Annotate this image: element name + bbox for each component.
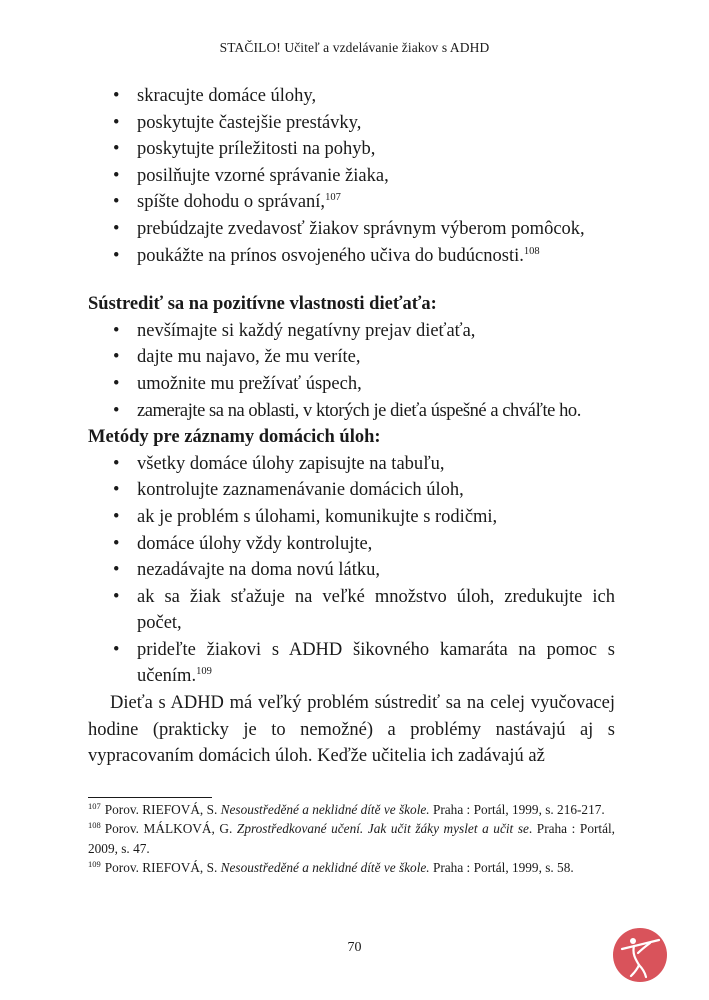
running-head: STAČILO! Učiteľ a vzdelávanie žiakov s ADHD [219, 40, 490, 55]
footnote-ref[interactable]: 109 [196, 666, 212, 678]
bullet-list-1 [88, 83, 615, 269]
list-item: • ak je problém s úlohami, komunikujte s rodičmi, [88, 504, 615, 531]
list-item: • posilňujte vzorné správanie žiaka, [88, 163, 615, 190]
footnote-ref[interactable]: 107 [325, 192, 341, 204]
list-item: • poukážte na prínos osvojeného učiva do budúcnosti.$^{108}$ [88, 243, 615, 270]
footnote-title: Nesoustředěné a neklidné dítě ve škole. [220, 860, 430, 876]
footnote: $^{108}$ Porov. MÁLKOVÁ, G. Zprostředkované učení. Jak učit žáky myslet a učit se. Praha : Portál, 2009, s. 47. [88, 820, 616, 856]
footnote-ref[interactable]: 108 [523, 245, 540, 257]
footnote-divider [88, 797, 212, 798]
footnote: $^{109}$ Porov. RIEFOVÁ, S. Nesoustředěné a neklidné dítě ve škole. Praha : Portál, 1999, s. 58. [88, 859, 574, 876]
bullet-list-2 [88, 318, 615, 424]
footnote-title: Zprostředkované učení. Jak učit žáky myslet a učit se [236, 821, 529, 837]
list-item: • nevšímajte si každý negatívny prejav dieťaťa, [88, 318, 615, 345]
list-item: • prebúdzajte zvedavosť žiakov správnym výberom pomôcok, [88, 216, 615, 243]
list-item: • domáce úlohy vždy kontrolujte, [88, 531, 615, 558]
list-item: • zamerajte sa na oblasti, v ktorých je dieťa úspešné a chváľte ho. [88, 398, 615, 425]
list-item: • nezadávajte na doma novú látku, [88, 557, 615, 584]
bullet-list-3 [88, 451, 615, 690]
footnotes [88, 800, 615, 878]
body-paragraph: Dieťa s ADHD má veľký problém sústrediť sa na celej vyučovacej hodine (prakticky je to nemožné) a problémy nastávajú aj s vypracovaním domácich úloh. Keďže učitelia ich zadávajú až [88, 693, 615, 767]
footnote-title: Nesoustředěné a neklidné dítě ve škole. [220, 802, 430, 817]
list-item: • ak sa žiak sťažuje na veľké množstvo úloh, zredukujte ich počet, [88, 584, 615, 637]
list-item: • prideľte žiakovi s ADHD šikovného kamaráta na pomoc s učením.$^{109}$ [88, 637, 615, 690]
footnote: $^{107}$ Porov. RIEFOVÁ, S. Nesoustředěné a neklidné dítě ve škole. Praha : Portál, 1999, s. 216-217. [88, 801, 605, 817]
list-item: • poskytujte častejšie prestávky, [88, 110, 615, 137]
logo-circle [613, 928, 667, 982]
footnote-number: 107 [88, 801, 101, 811]
list-item: • dajte mu najavo, že mu veríte, [88, 344, 615, 371]
list-item: • umožnite mu prežívať úspech, [88, 371, 615, 398]
footnote-number: 109 [88, 859, 101, 870]
section-heading: Metódy pre záznamy domácich úloh: [88, 427, 381, 448]
list-item: • spíšte dohodu o správaní,$^{107}$ [88, 189, 615, 216]
list-item: • skracujte domáce úlohy, [88, 83, 615, 110]
list-item: • kontrolujte zaznamenávanie domácich úloh, [88, 477, 615, 504]
page-number: 70 [347, 940, 362, 955]
body-text [88, 83, 615, 770]
figure-with-spear-logo [612, 927, 668, 983]
list-item: • všetky domáce úlohy zapisujte na tabuľu, [88, 451, 615, 478]
footnote-number: 108 [88, 820, 101, 831]
section-heading: Sústrediť sa na pozitívne vlastnosti dieťaťa: [88, 294, 437, 315]
list-item: • poskytujte príležitosti na pohyb, [88, 136, 615, 163]
